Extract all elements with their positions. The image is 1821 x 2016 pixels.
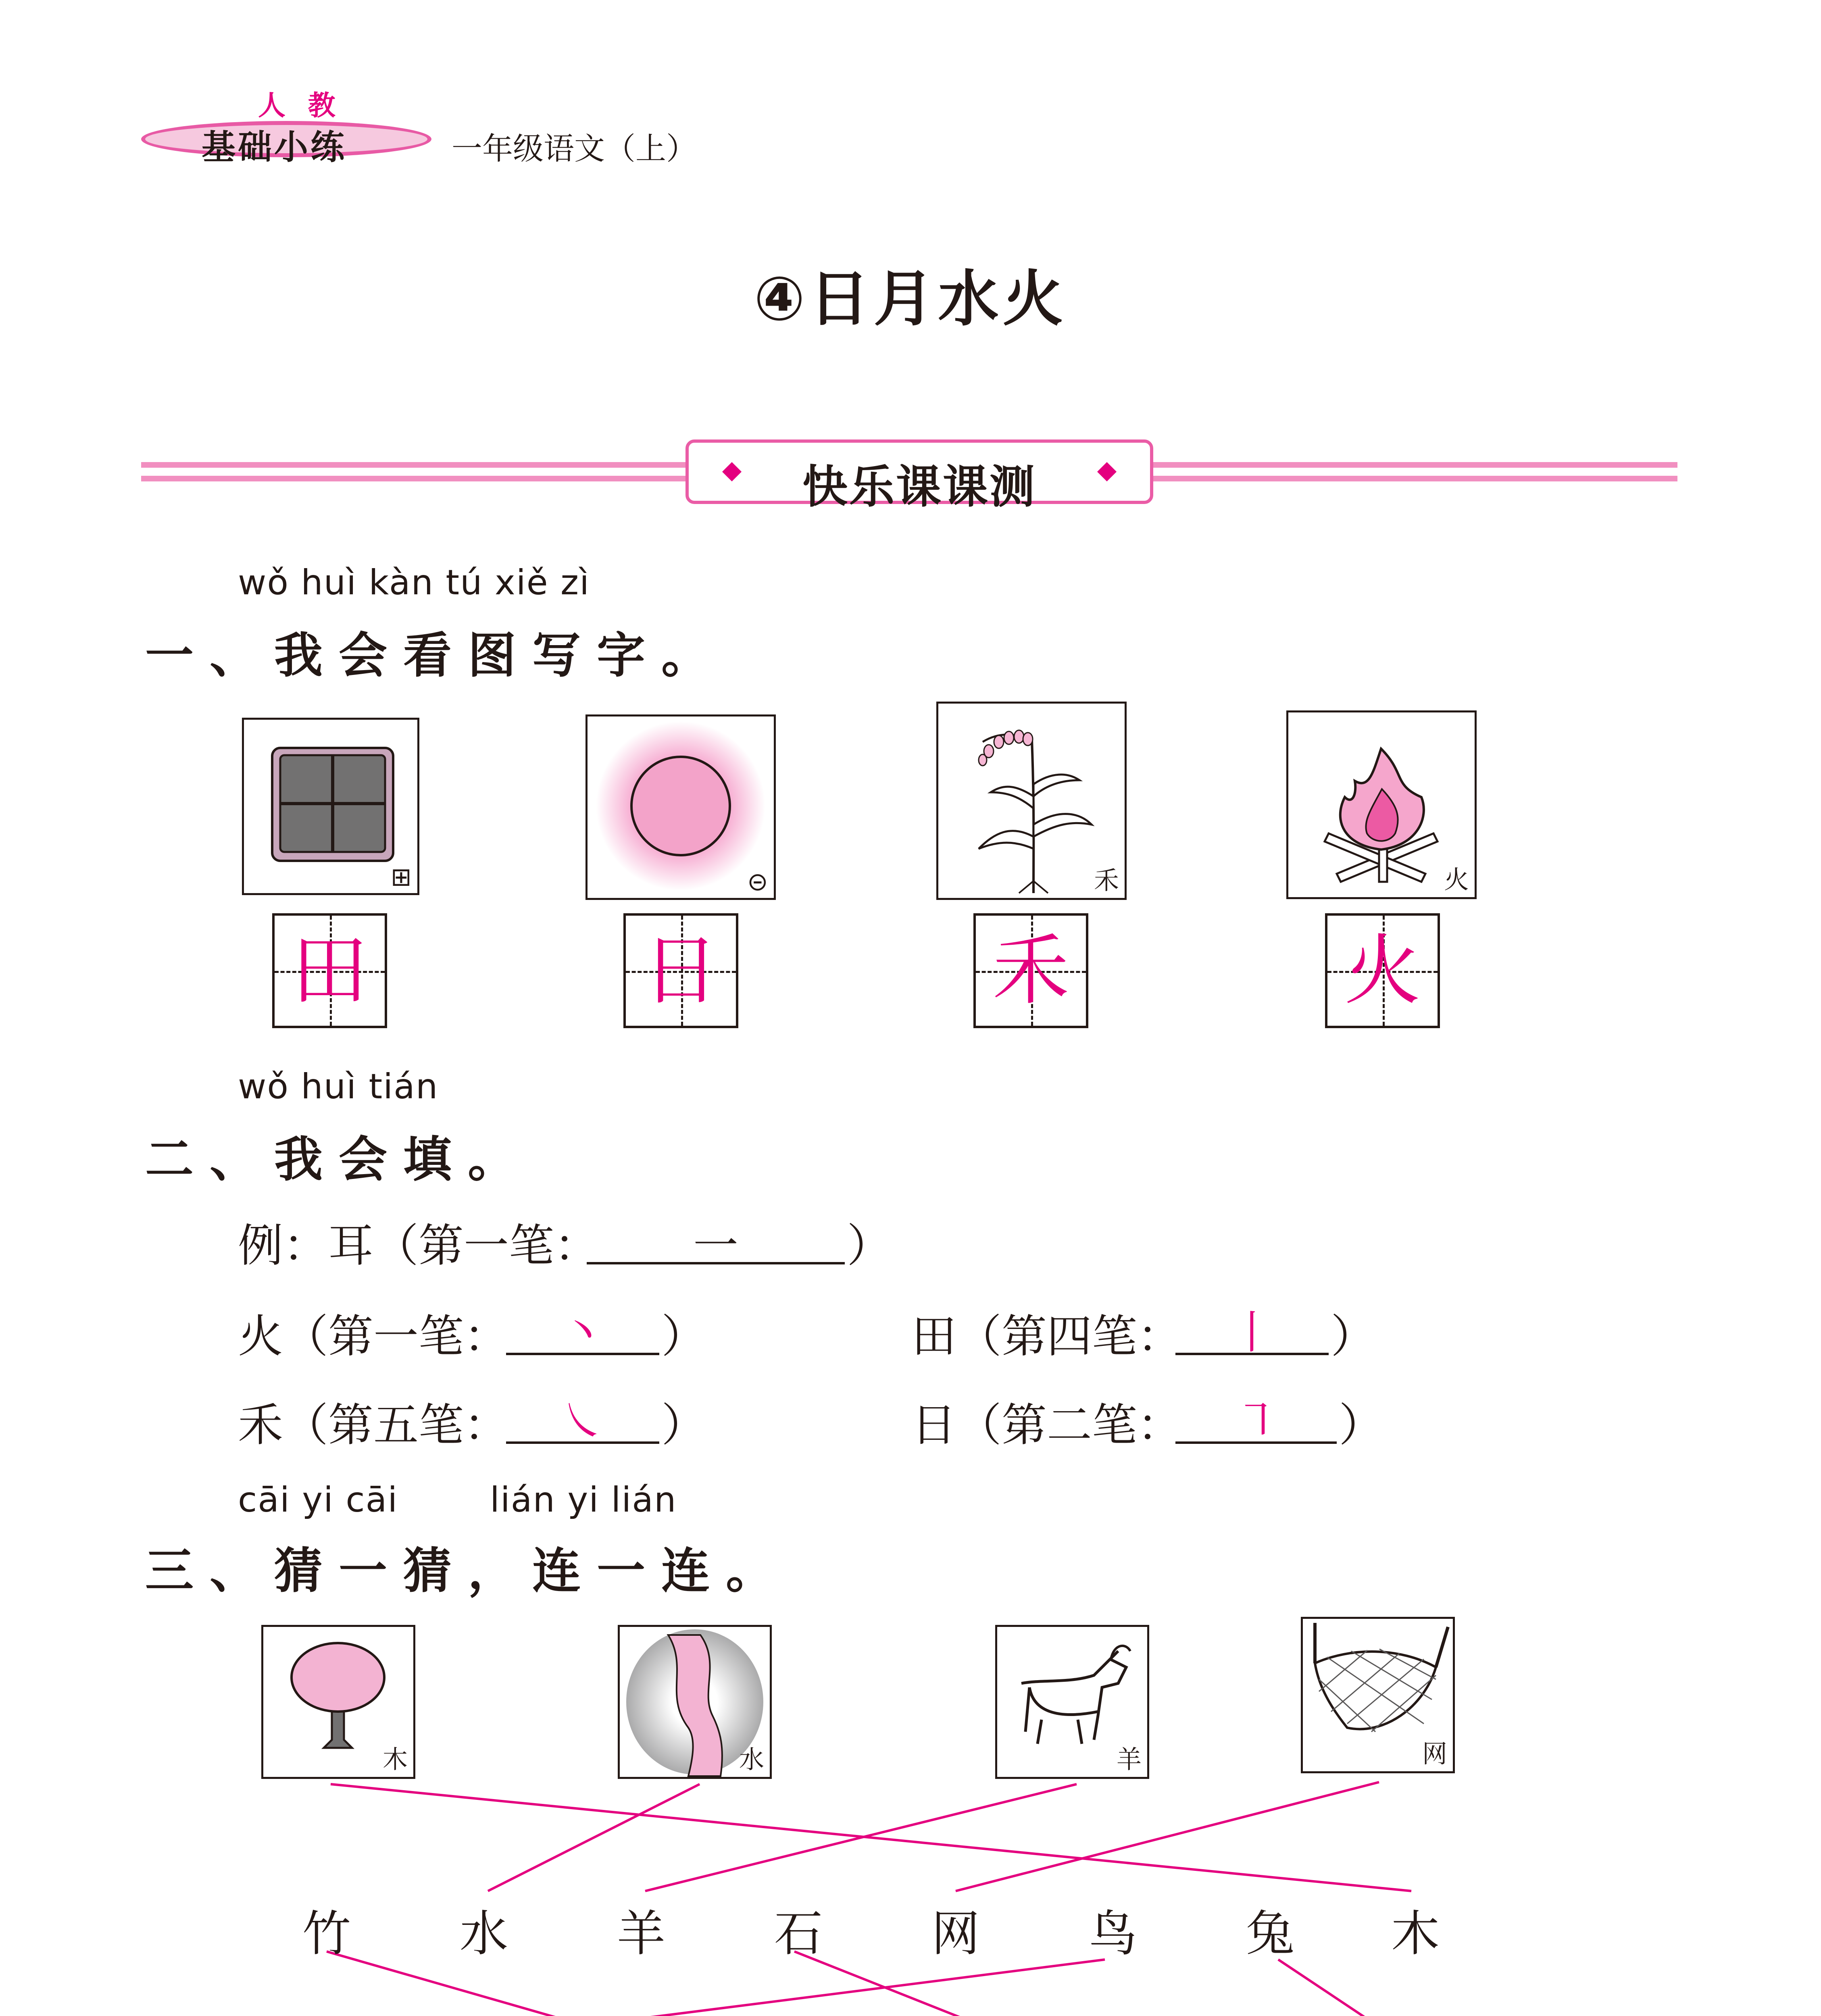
match-line-niao-bird [310, 1960, 1105, 2016]
section2-title: 二、我会填。 [145, 1132, 532, 1188]
match-character: 鸟 [1089, 1906, 1137, 1962]
fill-prefix: 田（第四笔： [911, 1310, 1182, 1363]
section3-pinyin-right: lián yi lián [490, 1480, 677, 1520]
fill-prefix: 日（第二笔： [911, 1399, 1182, 1452]
answer-character: 火 [1344, 926, 1421, 1015]
match-character: 水 [460, 1906, 508, 1962]
example-prefix: 例：耳（第一笔： [238, 1220, 599, 1272]
publisher-tag: 人 教 [258, 90, 342, 122]
tree-glyph-icon: ⽊ [382, 1745, 408, 1774]
match-character: 网 [931, 1906, 980, 1962]
goat-glyph-icon: ⽺ [1116, 1745, 1142, 1774]
fill-answer: 丨 [1229, 1306, 1275, 1359]
water-glyph-icon: ⽔ [739, 1745, 764, 1774]
match-line-tu-rabbit [1278, 1960, 1436, 2016]
fill-prefix: 禾（第五笔： [238, 1399, 509, 1452]
answer-character: 禾 [992, 926, 1069, 1015]
fill-suffix: ） [661, 1310, 706, 1363]
match-character: 木 [1391, 1906, 1440, 1962]
match-line-tree-mu [331, 1784, 1411, 1891]
fill-prefix: 火（第一笔： [238, 1310, 509, 1363]
lesson-title: ④日月水火 [754, 264, 1067, 334]
fill-suffix: ） [1331, 1310, 1376, 1363]
answer-character: 田 [291, 926, 368, 1015]
fill-suffix: ） [1339, 1399, 1384, 1452]
fill-answer: 丶 [560, 1306, 605, 1359]
rice-glyph-icon: ⽲ [1094, 866, 1119, 895]
section2-pinyin: wǒ huì tián [238, 1066, 439, 1107]
sun-glyph-icon: ⊝ [747, 867, 768, 896]
match-character: 石 [774, 1906, 823, 1962]
fill-suffix: ） [661, 1399, 706, 1452]
match-character: 竹 [302, 1906, 351, 1962]
section3-title: 三、猜一猜，连一连。 [145, 1543, 790, 1599]
fire-glyph-icon: ⽕ [1444, 865, 1469, 894]
section1-title: 一、我会看图写字。 [145, 628, 726, 684]
match-line-water-shui [488, 1784, 700, 1891]
banner-title: 快乐课课测 [802, 461, 1036, 513]
net-glyph-icon: ⽹ [1422, 1739, 1447, 1768]
section3-pinyin-left: cāi yi cāi [238, 1480, 398, 1520]
example-suffix: ） [847, 1220, 892, 1272]
example-answer: 一 [693, 1220, 738, 1272]
fill-answer: ㇏ [560, 1395, 605, 1447]
answer-character: 日 [642, 926, 719, 1015]
match-character: 羊 [617, 1906, 665, 1962]
fill-answer: ㇕ [1233, 1395, 1279, 1447]
subject-label: 一年级语文（上） [452, 131, 697, 167]
field-glyph-icon: ⊞ [391, 862, 412, 891]
series-name: 基础小练 [202, 127, 347, 167]
match-character: 兔 [1246, 1906, 1294, 1962]
match-line-goat-yang [645, 1784, 1077, 1891]
section1-pinyin: wǒ huì kàn tú xiě zì [238, 562, 590, 603]
